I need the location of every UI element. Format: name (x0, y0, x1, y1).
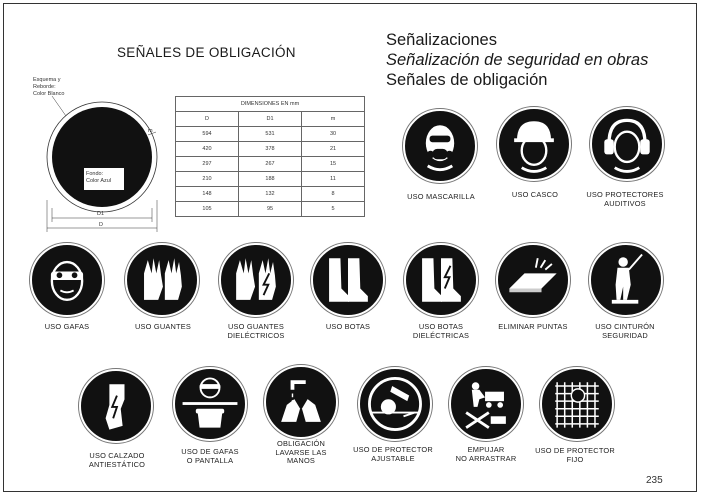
page-number: 235 (646, 475, 663, 486)
table-row (176, 127, 365, 142)
table-cell: 378 (239, 142, 302, 157)
push-cart-icon (451, 369, 521, 439)
table-cell: 11 (302, 172, 365, 187)
table-cell: 420 (176, 142, 239, 157)
sign-uso-mascarilla (403, 109, 477, 183)
caption-uso-de-protector-ajustable: USO DE PROTECTOR AJUSTABLE (353, 445, 433, 463)
table-cell: 148 (176, 187, 239, 202)
ear-protection-icon (592, 109, 662, 179)
table-row (176, 157, 365, 172)
goggles-icon (32, 245, 102, 315)
table-cell: 15 (302, 157, 365, 172)
caption-uso-guantes-dielectricos: USO GUANTES DIELÉCTRICOS (227, 322, 285, 340)
sign-uso-calzado-antiestatico (79, 369, 153, 443)
m-label: m (148, 128, 153, 134)
table-cell: 105 (176, 202, 239, 217)
caption-empujar-no-arrastrar: EMPUJAR NO ARRASTRAR (455, 445, 517, 463)
harness-icon (591, 245, 661, 315)
border-note: Esquema y Reborde: Color Blanco (33, 77, 65, 97)
caption-uso-protectores-auditivos: USO PROTECTORES AUDITIVOS (586, 190, 664, 208)
table-cell: 8 (302, 187, 365, 202)
table-cell: 188 (239, 172, 302, 187)
antistatic-shoe-icon (81, 371, 151, 441)
sign-uso-protectores-auditivos (590, 107, 664, 181)
table-row (176, 187, 365, 202)
table-cell: 210 (176, 172, 239, 187)
caption-uso-mascarilla: USO MASCARILLA (407, 192, 475, 201)
diagram-leader-line (52, 96, 66, 116)
sign-uso-cinturon-seguridad (589, 243, 663, 317)
gloves-icon (127, 245, 197, 315)
table-cell: 132 (239, 187, 302, 202)
sign-empujar-no-arrastrar (449, 367, 523, 441)
caption-uso-cinturon-seguridad: USO CINTURÓN SEGURIDAD (595, 322, 655, 340)
fill-note: Fondo: Color Azul (86, 171, 112, 184)
table-row (176, 172, 365, 187)
adjustable-guard-icon (360, 369, 430, 439)
table-header: D1 (239, 112, 302, 127)
sign-uso-guantes (125, 243, 199, 317)
spikes-icon (498, 245, 568, 315)
helmet-icon (499, 109, 569, 179)
heading-line-2: Señalización de seguridad en obras (386, 51, 649, 69)
sign-eliminar-puntas (496, 243, 570, 317)
section-title: SEÑALES DE OBLIGACIÓN (117, 45, 296, 60)
diagram-disc (52, 107, 152, 207)
table-cell: 297 (176, 157, 239, 172)
table-row (176, 142, 365, 157)
page-heading (386, 30, 648, 90)
dimensions-table (175, 96, 365, 217)
sign-uso-casco (497, 107, 571, 181)
table-header: m (302, 112, 365, 127)
heading-line-3: Señales de obligación (386, 71, 548, 89)
mask-icon (405, 111, 475, 181)
hand-wash-icon (266, 367, 336, 437)
table-row (176, 202, 365, 217)
table-cell: 95 (239, 202, 302, 217)
sign-uso-de-protector-fijo (540, 367, 614, 441)
sign-uso-botas (311, 243, 385, 317)
caption-eliminar-puntas: ELIMINAR PUNTAS (498, 322, 568, 331)
sign-uso-de-gafas-o-pantalla (173, 367, 247, 441)
d-label: D (99, 222, 103, 228)
table-cell: 21 (302, 142, 365, 157)
boots-icon (313, 245, 383, 315)
caption-uso-botas-dielectricas: USO BOTAS DIELÉCTRICAS (412, 322, 470, 340)
caption-uso-de-gafas-o-pantalla: USO DE GAFAS O PANTALLA (181, 447, 239, 465)
table-cell: 30 (302, 127, 365, 142)
table-body (176, 127, 365, 217)
table-title: DIMENSIONES EN mm (176, 97, 365, 112)
table-cell: 267 (239, 157, 302, 172)
caption-uso-calzado-antiestatico: USO CALZADO ANTIESTÁTICO (88, 451, 146, 469)
dielectric-gloves-icon (221, 245, 291, 315)
sign-uso-botas-dielectricas (404, 243, 478, 317)
caption-obligacion-lavarse-las-manos: OBLIGACIÓN LAVARSE LAS MANOS (275, 439, 327, 465)
fixed-guard-icon (542, 369, 612, 439)
sign-uso-guantes-dielectricos (219, 243, 293, 317)
caption-uso-de-protector-fijo: USO DE PROTECTOR FIJO (535, 446, 615, 464)
caption-uso-botas: USO BOTAS (325, 322, 371, 331)
table-header: D (176, 112, 239, 127)
table-cell: 5 (302, 202, 365, 217)
caption-uso-gafas: USO GAFAS (44, 322, 90, 331)
table-cell: 531 (239, 127, 302, 142)
face-shield-icon (175, 369, 245, 439)
caption-uso-guantes: USO GUANTES (135, 322, 191, 331)
sign-uso-de-protector-ajustable (358, 367, 432, 441)
table-cell: 594 (176, 127, 239, 142)
sign-obligacion-lavarse-las-manos (264, 365, 338, 439)
dielectric-boots-icon (406, 245, 476, 315)
heading-line-1: Señalizaciones (386, 31, 497, 49)
sign-uso-gafas (30, 243, 104, 317)
caption-uso-casco: USO CASCO (511, 190, 559, 199)
d1-label: D1 (97, 211, 105, 217)
